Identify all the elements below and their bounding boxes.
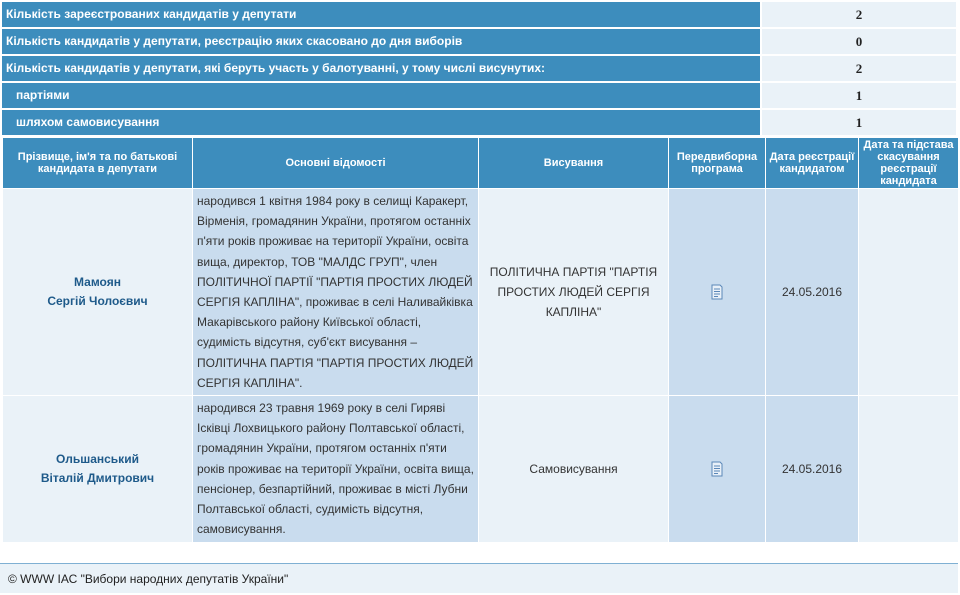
table-row xyxy=(3,396,959,543)
candidate-surname: Ольшанський xyxy=(56,452,139,467)
header-info: Основні відомості xyxy=(193,138,479,189)
header-program: Передвиборна програма xyxy=(669,138,766,189)
stat-value: 2 xyxy=(762,56,956,83)
candidate-name xyxy=(3,396,193,543)
cancel-info xyxy=(859,396,959,543)
candidates-table xyxy=(2,137,959,543)
cancel-info xyxy=(859,189,959,396)
stat-row xyxy=(2,83,958,110)
program-cell xyxy=(669,189,766,396)
stat-label: Кількість кандидатів у депутати, реєстрацію яких скасовано до дня виборів xyxy=(2,29,762,56)
document-icon[interactable] xyxy=(709,284,725,300)
stats-summary xyxy=(2,2,958,137)
stat-value: 2 xyxy=(762,2,956,29)
program-cell xyxy=(669,396,766,543)
header-nomination: Висування xyxy=(479,138,669,189)
candidate-nomination: Самовисування xyxy=(479,396,669,543)
header-reg-date: Дата реєстрації кандидатом xyxy=(766,138,859,189)
stat-label: Кількість кандидатів у депутати, які беруть участь у балотуванні, у тому числі висунутих: xyxy=(2,56,762,83)
stat-value: 0 xyxy=(762,29,956,56)
stat-row xyxy=(2,110,958,137)
stat-row xyxy=(2,56,958,83)
candidate-given-name: Віталій Дмитрович xyxy=(40,471,155,486)
table-row xyxy=(3,189,959,396)
candidate-name xyxy=(3,189,193,396)
header-name: Прізвище, ім'я та по батькові кандидата в депутати xyxy=(3,138,193,189)
footer xyxy=(0,563,958,593)
candidate-info: народився 1 квітня 1984 року в селищі Каракерт, Вірменія, громадянин України, протягом останніх п'яти років проживає на території України, освіта вища, директор, ТОВ "МАЛДС ГРУП", член ПОЛІТИЧНОЇ ПАРТІЇ "ПАРТІЯ ПРОСТИХ ЛЮДЕЙ СЕРГІЯ КАПЛІНА", проживає в селі Наливайківка Макарівського району Київської області, судимість відсутня, суб'єкт висування – ПОЛІТИЧНА ПАРТІЯ "ПАРТІЯ ПРОСТИХ ЛЮДЕЙ СЕРГІЯ КАПЛІНА". xyxy=(193,189,479,396)
footer-text: © WWW ІАС "Вибори народних депутатів України" xyxy=(8,572,289,586)
stat-value: 1 xyxy=(762,110,956,137)
stat-label: Кількість зареєстрованих кандидатів у депутати xyxy=(2,2,762,29)
table-header-row xyxy=(3,138,959,189)
candidate-nomination: ПОЛІТИЧНА ПАРТІЯ "ПАРТІЯ ПРОСТИХ ЛЮДЕЙ СЕРГІЯ КАПЛІНА" xyxy=(479,189,669,396)
header-cancel: Дата та підстава скасування реєстрації кандидата xyxy=(859,138,959,189)
stat-value: 1 xyxy=(762,83,956,110)
stat-label: партіями xyxy=(2,83,762,110)
reg-date: 24.05.2016 xyxy=(766,396,859,543)
candidate-info: народився 23 травня 1969 року в селі Гиряві Ісківці Лохвицького району Полтавської області, громадянин України, протягом останніх п'яти років проживає на території України, освіта вища, пенсіонер, безпартійний, проживає в місті Лубни Полтавської області, судимість відсутня, самовисування. xyxy=(193,396,479,543)
stat-label: шляхом самовисування xyxy=(2,110,762,137)
stat-row xyxy=(2,2,958,29)
stat-row xyxy=(2,29,958,56)
reg-date: 24.05.2016 xyxy=(766,189,859,396)
candidate-given-name: Сергій Чолоєвич xyxy=(47,294,148,309)
document-icon[interactable] xyxy=(709,461,725,477)
candidate-surname: Мамоян xyxy=(74,275,121,290)
